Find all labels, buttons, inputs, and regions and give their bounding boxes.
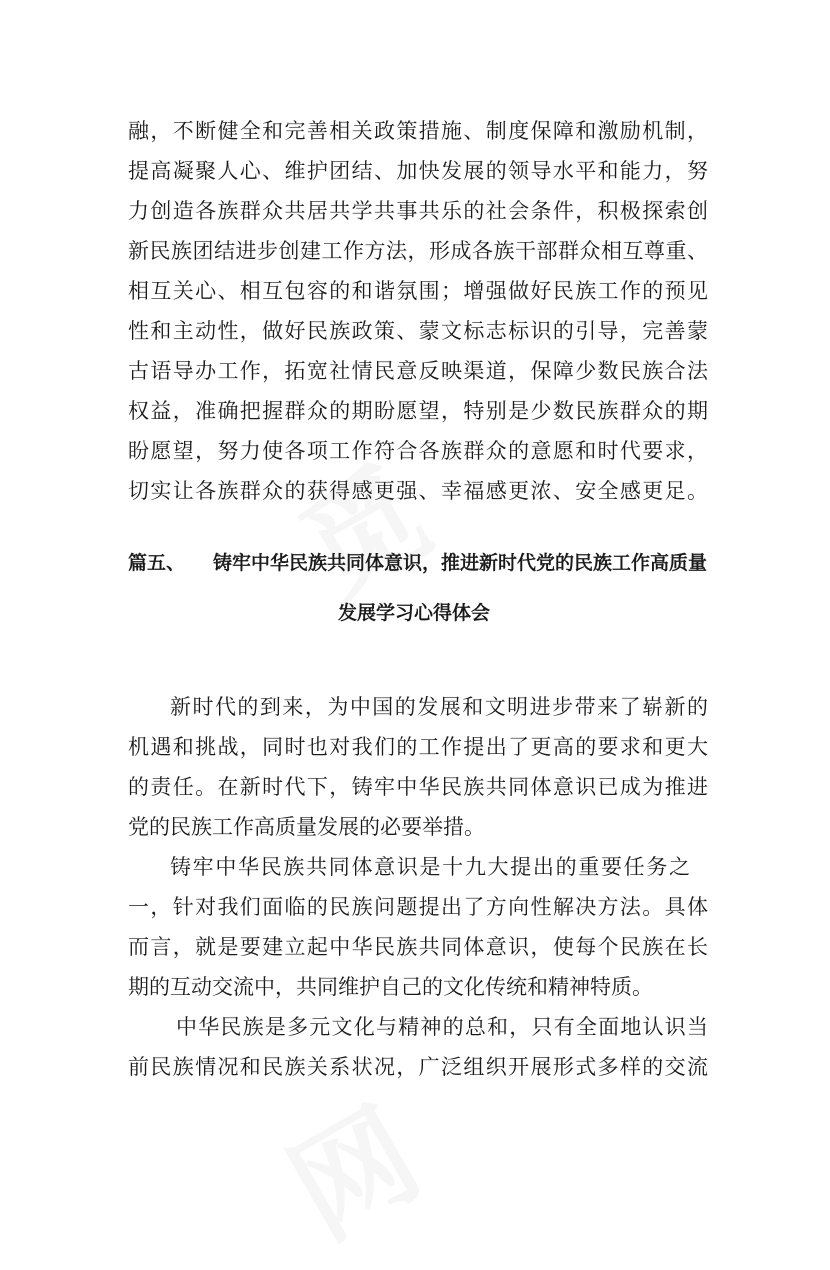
heading-label: 篇五、 — [128, 552, 186, 574]
heading-title-line1: 铸牢中华民族共同体意识，推进新时代党的民族工作高质量 — [213, 552, 708, 574]
watermark-secondary — [255, 1062, 445, 1270]
paragraph-line: 党的民族工作高质量发展的必要举措。 — [128, 815, 485, 839]
paragraph-line: 权益，准确把握群众的期盼愿望，特别是少数民族群众的期 — [128, 399, 708, 423]
paragraph-line: 性和主动性，做好民族政策、蒙文标志标识的引导，完善蒙 — [128, 319, 708, 343]
paragraph-line: 切实让各族群众的获得感更强、幸福感更浓、安全感更足。 — [128, 479, 708, 503]
paragraph-line: 中华民族是多元文化与精神的总和，只有全面地认识当 — [176, 1015, 708, 1039]
paragraph-line: 融，不断健全和完善相关政策措施、制度保障和激励机制， — [128, 119, 708, 143]
paragraph-line: 古语导办工作，拓宽社情民意反映渠道，保障少数民族合法 — [128, 359, 708, 383]
paragraph-line: 的责任。在新时代下，铸牢中华民族共同体意识已成为推进 — [128, 775, 708, 799]
paragraph-line: 铸牢中华民族共同体意识是十九大提出的重要任务之 — [170, 855, 690, 879]
paragraph-line: 机遇和挑战，同时也对我们的工作提出了更高的要求和更大 — [128, 735, 708, 759]
paragraph-line: 而言，就是要建立起中华民族共同体意识，使每个民族在长 — [128, 935, 708, 959]
paragraph-line: 力创造各族群众共居共学共事共乐的社会条件，积极探索创 — [128, 199, 708, 223]
paragraph-line: 新时代的到来，为中国的发展和文明进步带来了崭新的 — [170, 695, 708, 719]
paragraph-line: 前民族情况和民族关系状况，广泛组织开展形式多样的交流 — [128, 1055, 708, 1079]
heading-title-line2: 发展学习心得体会 — [338, 602, 491, 624]
paragraph-line: 提高凝聚人心、维护团结、加快发展的领导水平和能力，努 — [128, 159, 708, 183]
section-heading — [128, 549, 707, 577]
paragraph-line: 新民族团结进步创建工作方法，形成各族干部群众相互尊重、 — [128, 239, 708, 263]
paragraph-line: 一，针对我们面临的民族问题提出了方向性解决方法。具体 — [128, 895, 708, 919]
paragraph-line: 盼愿望，努力使各项工作符合各族群众的意愿和时代要求， — [128, 439, 708, 463]
paragraph-line: 相互关心、相互包容的和谐氛围；增强做好民族工作的预见 — [128, 279, 708, 303]
paragraph-line: 期的互动交流中，共同维护自己的文化传统和精神特质。 — [128, 975, 653, 999]
